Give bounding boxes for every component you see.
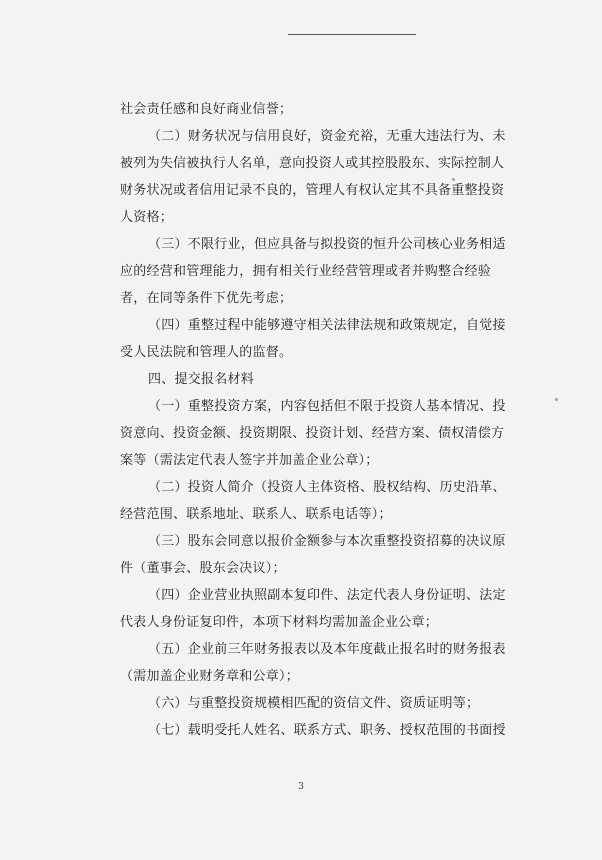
text-line: （二）投资人简介（投资人主体资格、股权结构、历史沿革、: [148, 480, 506, 495]
text-line: （四）企业营业执照副本复印件、法定代表人身份证明、法定: [148, 588, 506, 603]
text-line: 案等（需法定代表人签字并加盖企业公章）；: [120, 453, 379, 468]
text-line: 资意向、投资金额、投资期限、投资计划、经营方案、债权清偿方: [120, 426, 505, 441]
text-line: 受人民法院和管理人的监督。: [120, 345, 293, 360]
top-rule: [288, 34, 416, 35]
text-line: （三）股东会同意以报价金额参与本次重整投资招募的决议原: [148, 534, 506, 549]
text-line: 财务状况或者信用记录不良的，管理人有权认定其不具备重整投资: [120, 183, 505, 198]
text-line: 被列为失信被执行人名单，意向投资人或其控股股东、实际控制人: [120, 156, 505, 171]
text-line: （三）不限行业，但应具备与拟投资的恒升公司核心业务相适: [148, 237, 506, 252]
text-line: （六）与重整投资规模相匹配的资信文件、资质证明等；: [148, 696, 480, 711]
text-line: 人资格；: [120, 210, 174, 225]
text-line: （七）载明受托人姓名、联系方式、职务、授权范围的书面授: [148, 723, 506, 738]
scan-speck: [452, 178, 455, 181]
text-line: 代表人身份证复印件，本项下材料均需加盖企业公章；: [120, 615, 439, 630]
text-line: 件（董事会、股东会决议）；: [120, 561, 286, 576]
scan-speck: [555, 398, 558, 401]
text-line: （二）财务状况与信用良好，资金充裕，无重大违法行为、未: [148, 129, 506, 144]
section-heading: 四、提交报名材料: [148, 372, 255, 387]
text-line: 经营范围、联系地址、联系人、联系电话等）；: [120, 507, 392, 522]
text-line: 应的经营和管理能力，拥有相关行业经营管理或者并购整合经验: [120, 264, 492, 279]
text-line: （需加盖企业财务章和公章）；: [120, 669, 300, 684]
text-line: 社会责任感和良好商业信誉；: [120, 102, 293, 117]
text-line: 者，在同等条件下优先考虑；: [120, 291, 293, 306]
text-line: （四）重整过程中能够遵守相关法律法规和政策规定，自觉接: [148, 318, 506, 333]
text-line: （一）重整投资方案，内容包括但不限于投资人基本情况、投: [148, 399, 506, 414]
text-line: （五）企业前三年财务报表以及本年度截止报名时的财务报表: [148, 642, 506, 657]
page-number: 3: [298, 782, 304, 792]
